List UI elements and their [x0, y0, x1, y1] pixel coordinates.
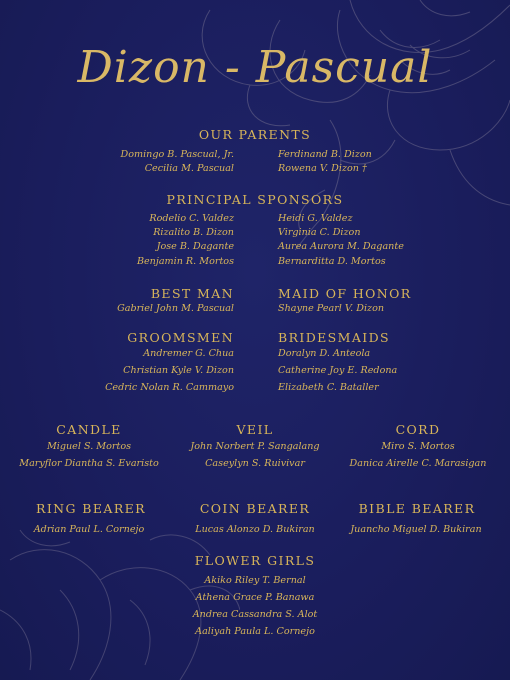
flower-girl-name: Aaliyah Paula L. Cornejo	[195, 626, 315, 637]
cord-sponsor-1: Miro S. Mortos	[381, 441, 455, 452]
flower-girls-heading: FLOWER GIRLS	[194, 553, 316, 568]
cord-sponsor-2: Danica Airelle C. Marasigan	[349, 458, 487, 469]
sponsor-name: Bernarditta D. Mortos	[278, 255, 386, 267]
bridesmaid-name: Doralyn D. Anteola	[278, 348, 371, 359]
bible-bearer-heading: BIBLE BEARER	[358, 501, 476, 516]
ring-bearer-heading: RING BEARER	[36, 501, 146, 516]
parent-name: Cecilia M. Pascual	[144, 163, 234, 175]
groomsman-name: Cedric Nolan R. Cammayo	[105, 382, 234, 393]
sponsor-name: Heidi G. Valdez	[278, 213, 353, 224]
principal-sponsors-heading: PRINCIPAL SPONSORS	[166, 192, 344, 207]
candle-sponsor-1: Miguel S. Mortos	[46, 441, 132, 452]
maid-of-honor-heading: MAID OF HONOR	[278, 286, 412, 301]
coin-bearer-heading: COIN BEARER	[199, 501, 311, 516]
coin-bearer-name: Lucas Alonzo D. Bukiran	[195, 524, 315, 535]
our-parents-heading: OUR PARENTS	[198, 127, 312, 142]
cord-heading: CORD	[395, 422, 441, 437]
best-man-heading: BEST MAN	[150, 286, 234, 301]
candle-sponsor-2: Maryflor Diantha S. Evaristo	[19, 458, 159, 469]
parent-name: Domingo B. Pascual, Jr.	[120, 149, 234, 160]
sponsor-name: Benjamin R. Mortos	[136, 255, 234, 267]
best-man-name: Gabriel John M. Pascual	[117, 303, 234, 314]
groomsmen-heading: GROOMSMEN	[127, 330, 234, 345]
couple-title: Dizon - Pascual	[77, 42, 433, 93]
parent-name: Ferdinand B. Dizon	[278, 149, 372, 160]
candle-heading: CANDLE	[56, 422, 122, 437]
sponsors-right	[278, 212, 404, 269]
flower-girl-name: Akiko Riley T. Bernal	[204, 575, 306, 586]
parents-bride-side	[278, 148, 372, 176]
sponsor-name: Jose B. Dagante	[156, 241, 234, 253]
sponsors-left	[137, 212, 234, 269]
sponsor-name: Virginia C. Dizon	[278, 227, 361, 239]
flower-girl-name: Andrea Cassandra S. Alot	[192, 609, 318, 620]
parents-groom-side	[121, 148, 234, 176]
sponsor-name: Rodelio C. Valdez	[149, 213, 234, 224]
best-man-block	[117, 302, 234, 316]
bridesmaid-name: Elizabeth C. Bataller	[278, 382, 379, 393]
groomsmen-list	[105, 345, 234, 396]
veil-sponsor-2: Caseylyn S. Ruivivar	[205, 458, 305, 469]
bridesmaid-name: Catherine Joy E. Redona	[278, 365, 398, 376]
bible-bearer-name: Juancho Miguel D. Bukiran	[350, 524, 482, 535]
ring-bearer-name: Adrian Paul L. Cornejo	[33, 524, 145, 535]
groomsman-name: Andremer G. Chua	[143, 348, 234, 359]
parent-name: Rowena V. Dizon †	[278, 163, 367, 175]
maid-of-honor-block	[278, 302, 384, 316]
sponsor-name: Aurea Aurora M. Dagante	[278, 241, 404, 253]
bridesmaids-list	[278, 345, 397, 396]
maid-of-honor-name: Shayne Pearl V. Dizon	[278, 303, 385, 314]
veil-heading: VEIL	[236, 422, 274, 437]
groomsman-name: Christian Kyle V. Dizon	[123, 365, 234, 376]
flower-girl-name: Athena Grace P. Banawa	[195, 592, 315, 603]
bridesmaids-heading: BRIDESMAIDS	[278, 330, 390, 345]
sponsor-name: Rizalito B. Dizon	[153, 227, 234, 239]
veil-sponsor-1: John Norbert P. Sangalang	[190, 441, 320, 452]
